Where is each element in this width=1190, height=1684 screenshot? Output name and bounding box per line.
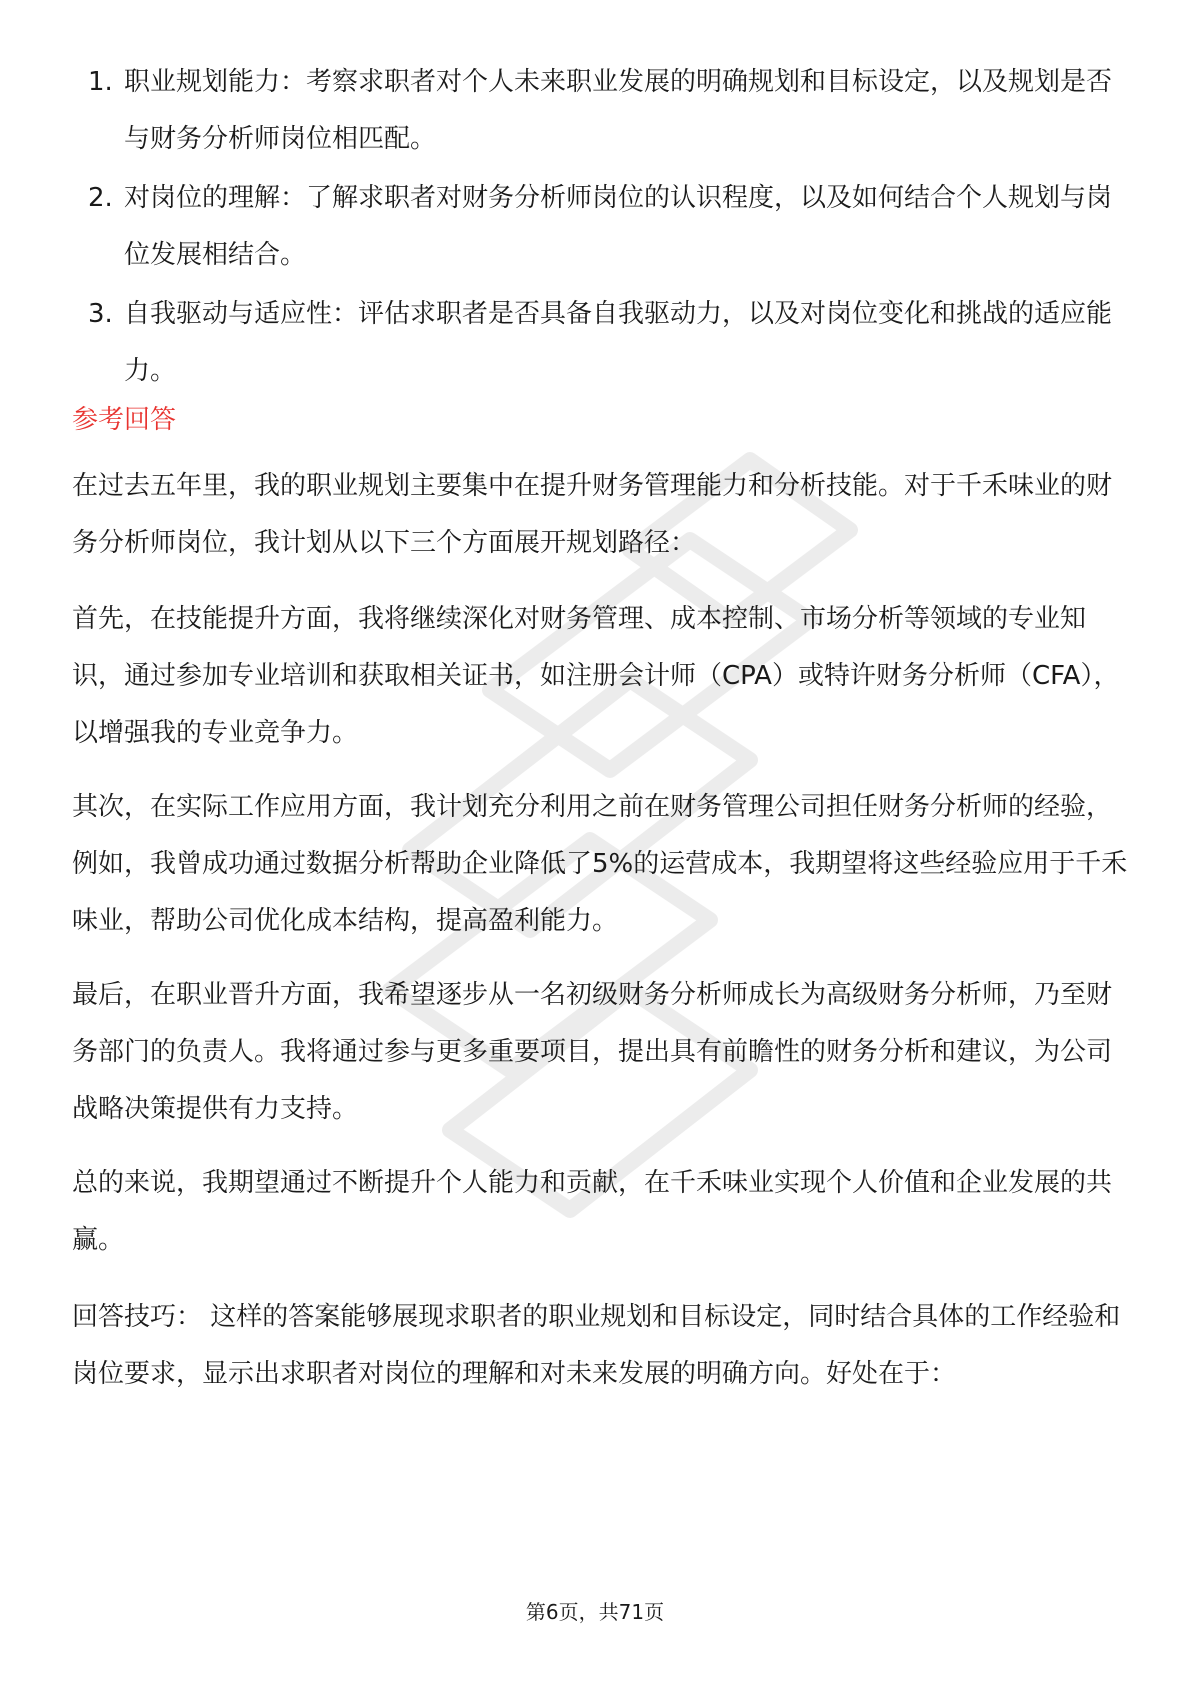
criteria-text: 自我驱动与适应性：评估求职者是否具备自我驱动力，以及对岗位变化和挑战的适应能力。 [124, 299, 1113, 386]
criteria-text: 对岗位的理解：了解求职者对财务分析师岗位的认识程度，以及如何结合个人规划与岗位发展相结合。 [124, 183, 1113, 270]
answer-paragraph: 最后，在职业晋升方面，我希望逐步从一名初级财务分析师成长为高级财务分析师，乃至财务部门的负责人。我将通过参与更多重要项目，提出具有前瞻性的财务分析和建议，为公司战略决策提供有力支持。 [72, 980, 1113, 1124]
answer-paragraph: 其次，在实际工作应用方面，我计划充分利用之前在财务管理公司担任财务分析师的经验，例如，我曾成功通过数据分析帮助企业降低了5%的运营成本，我期望将这些经验应用于千禾味业，帮助公司优化成本结构，提高盈利能力。 [72, 792, 1128, 936]
criteria-item [72, 286, 1132, 400]
criteria-number: 3. [88, 299, 113, 329]
answer-paragraph: 首先，在技能提升方面，我将继续深化对财务管理、成本控制、市场分析等领域的专业知识，通过参加专业培训和获取相关证书，如注册会计师（CPA）或特许财务分析师（CFA），以增强我的专业竞争力。 [72, 604, 1120, 748]
answer-paragraph: 在过去五年里，我的职业规划主要集中在提升财务管理能力和分析技能。对于千禾味业的财务分析师岗位，我计划从以下三个方面展开规划路径： [72, 471, 1113, 558]
page-number-footer: 第6页，共71页 [525, 1600, 665, 1624]
criteria-item [72, 54, 1132, 168]
criteria-item [72, 170, 1132, 284]
reference-answer-heading: 参考回答 [72, 405, 177, 435]
evaluation-criteria-list [72, 54, 1132, 402]
criteria-text: 职业规划能力：考察求职者对个人未来职业发展的明确规划和目标设定，以及规划是否与财务分析师岗位相匹配。 [124, 67, 1113, 154]
answer-tips-paragraph: 回答技巧： 这样的答案能够展现求职者的职业规划和目标设定，同时结合具体的工作经验和岗位要求，显示出求职者对岗位的理解和对未来发展的明确方向。好处在于： [72, 1302, 1121, 1389]
criteria-number: 2. [88, 183, 113, 213]
criteria-number: 1. [88, 67, 113, 97]
answer-paragraph: 总的来说，我期望通过不断提升个人能力和贡献，在千禾味业实现个人价值和企业发展的共赢。 [72, 1168, 1113, 1255]
